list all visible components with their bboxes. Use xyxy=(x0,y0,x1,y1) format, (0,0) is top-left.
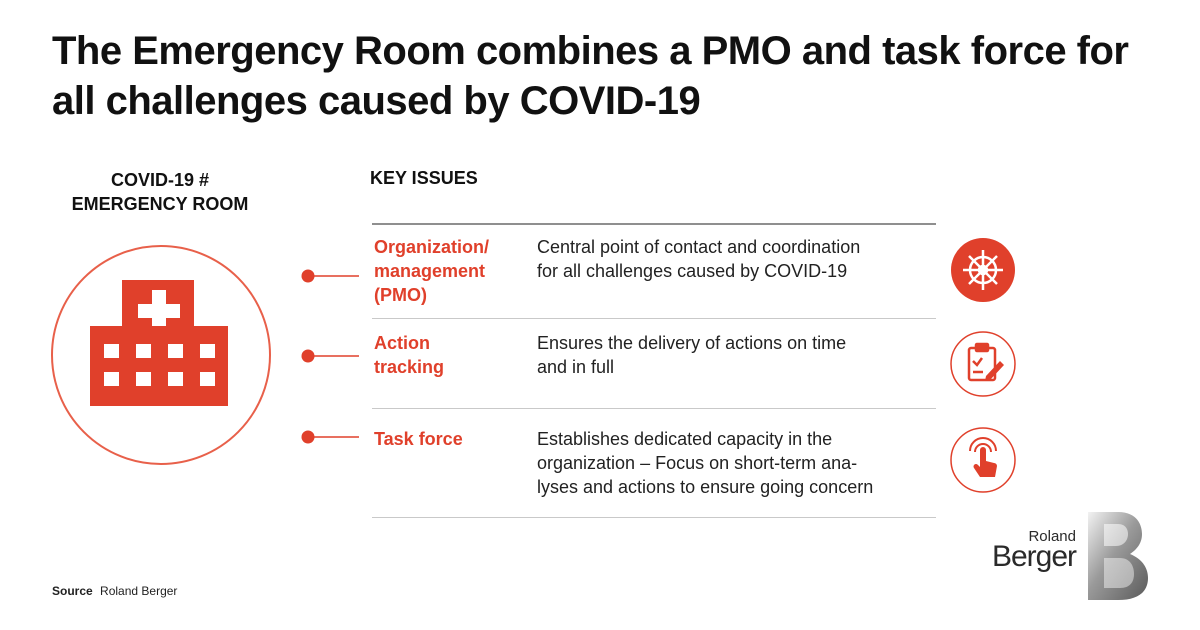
issue-description-1: Central point of contact and coordination for all challenges caused by COVID-19 xyxy=(537,237,861,281)
hand-tap-icon xyxy=(950,427,1016,493)
row-divider-2 xyxy=(372,408,936,409)
brand-roland: Roland xyxy=(1028,528,1076,545)
emergency-room-heading xyxy=(40,168,280,216)
brand-berger: Berger xyxy=(991,540,1076,573)
page-title: The Emergency Room combines a PMO and task force for all challenges caused by COVID-19 xyxy=(52,29,1129,123)
key-issues-heading: KEY ISSUES xyxy=(370,168,478,188)
roland-berger-b-icon xyxy=(1088,512,1148,600)
clipboard-check-icon xyxy=(950,331,1016,397)
connector-dot-2 xyxy=(301,349,359,363)
hospital-icon xyxy=(50,244,272,466)
connector-dot-1 xyxy=(301,269,359,283)
source-label: Source xyxy=(52,584,93,598)
table-top-rule xyxy=(372,223,936,225)
connector-dot-3 xyxy=(301,430,359,444)
row-divider-3 xyxy=(372,517,936,518)
emergency-room-heading-line2: EMERGENCY ROOM xyxy=(71,194,249,214)
issue-description-3: Establishes dedicated capacity in the organization – Focus on short-term ana- lyses and actions to ensure going concern xyxy=(537,429,874,497)
ship-wheel-icon xyxy=(950,237,1016,303)
source-note xyxy=(52,584,177,598)
emergency-room-heading-line1: COVID-19 # xyxy=(110,170,210,190)
row-divider-1 xyxy=(372,318,936,319)
issue-task-force: Task force xyxy=(374,429,463,449)
issue-action-tracking: Action tracking xyxy=(374,333,445,377)
issue-organization-management: Organization/ management (PMO) xyxy=(374,237,490,305)
source-value: Roland Berger xyxy=(100,584,178,598)
issue-description-2: Ensures the delivery of actions on time and in full xyxy=(537,333,847,377)
